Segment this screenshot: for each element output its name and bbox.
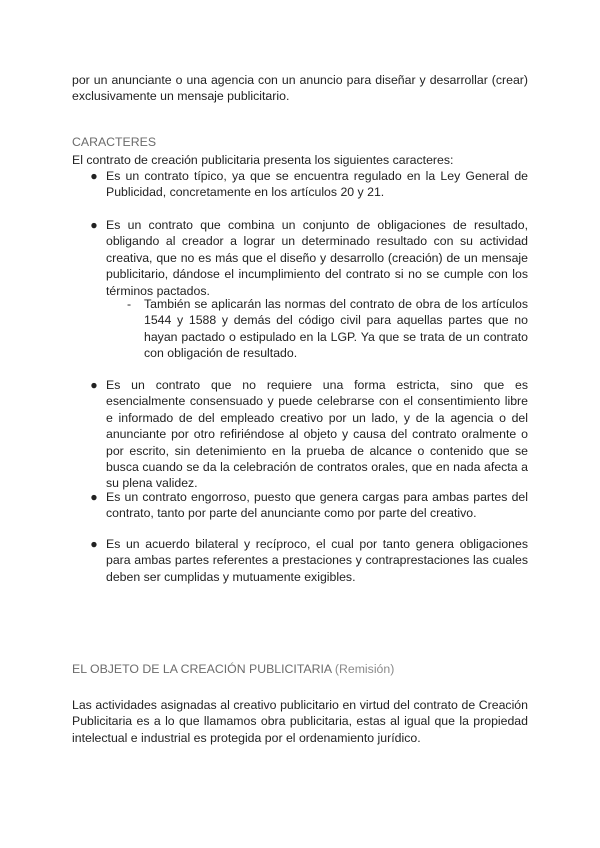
section-heading-objeto-note: (Remisión) xyxy=(334,662,395,676)
section-heading-objeto xyxy=(72,661,528,677)
list-item xyxy=(72,489,528,522)
intro-paragraph xyxy=(72,72,528,105)
list-item-text: Es un contrato engorroso, puesto que genera cargas para ambas partes del contrato, tanto por parte del anunciante como por parte del creativo. xyxy=(106,490,528,521)
intro-line-2: exclusivamente un mensaje publicitario. xyxy=(72,89,290,104)
bullet-icon: ● xyxy=(90,169,98,183)
bullet-icon: ● xyxy=(90,490,98,504)
list-item-text: Es un contrato típico, ya que se encuentra regulado en la Ley General de Publicidad, concretamente en los artículos 20 y 21. xyxy=(106,169,528,200)
bullet-icon: ● xyxy=(90,537,98,551)
sub-list-item xyxy=(72,296,528,362)
objeto-paragraph: Las actividades asignadas al creativo publicitario en virtud del contrato de Creación Publicitaria es a lo que llamamos obra publicitaria, estas al igual que la propiedad intelectual e industrial es protegida por el ordenamiento jurídico. xyxy=(72,698,528,745)
bullet-icon: ● xyxy=(90,378,98,392)
list-item-text: Es un contrato que combina un conjunto de obligaciones de resultado, obligando al creador a lograr un determinado resultado con su actividad creativa, que no es más que el diseño y desarrollo (creación) de un mensaje publicitario, dándose el incumplimiento del contrato si no se cumple con los términos pactados. xyxy=(106,218,528,298)
list-item xyxy=(72,377,528,492)
intro-line-1: por un anunciante o una agencia con un anuncio para diseñar y desarrollar (crear) xyxy=(72,73,528,87)
list-item-text: Es un acuerdo bilateral y recíproco, el cual por tanto genera obligaciones para ambas partes referentes a prestaciones y contraprestaciones las cuales deben ser cumplidas y mutuamente exigibles. xyxy=(106,537,528,584)
section-heading-objeto-main: EL OBJETO DE LA CREACIÓN PUBLICITARIA xyxy=(72,662,332,676)
bullet-icon: ● xyxy=(90,218,98,232)
sub-list-item-text: También se aplicarán las normas del contrato de obra de los artículos 1544 y 1588 y demás del código civil para aquellas partes que no hayan pactado o estipulado en la LGP. Ya que se trata de un contrato con obligación de resultado. xyxy=(144,297,528,361)
list-item xyxy=(72,217,528,299)
list-item xyxy=(72,536,528,585)
dash-icon: - xyxy=(127,297,132,311)
caracteres-lead: El contrato de creación publicitaria presenta los siguientes caracteres: xyxy=(72,153,454,167)
section-heading-caracteres: CARACTERES xyxy=(72,135,157,149)
list-item xyxy=(72,168,528,201)
list-item-text: Es un contrato que no requiere una forma estricta, sino que es esencialmente consensuado y puede celebrarse con el consentimiento libre e informado de del empleado creativo por un lado, y de la agencia o del anunciante por otro refiriéndose al objeto y causa del contrato oralmente o por escrito, sin detenimiento en la prueba de alcance o contenido que se busca cuando se da la celebración de contratos orales, que en nada afecta a su plena validez. xyxy=(106,378,528,491)
